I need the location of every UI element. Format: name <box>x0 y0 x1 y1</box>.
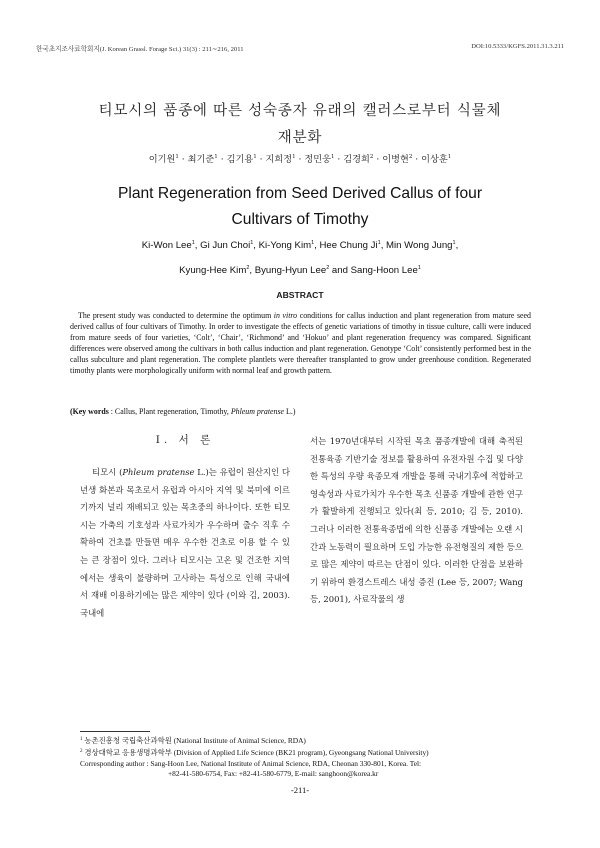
author-separator: · <box>412 154 422 165</box>
section-heading-introduction: Ⅰ. 서 론 <box>155 434 215 446</box>
author-name: Gi Jun Choi <box>200 240 251 251</box>
footnote-affiliation-2 <box>80 747 535 759</box>
english-author-line1 <box>50 232 550 257</box>
author-separator: , <box>249 265 255 276</box>
abstract-text-part: The present study was conducted to determine the optimum <box>78 311 274 320</box>
korean-title-line1: 티모시의 품종에 따른 성숙종자 유래의 캘러스로부터 식물체 <box>98 103 502 119</box>
author-separator: , <box>253 240 259 251</box>
abstract-text <box>70 311 531 376</box>
author-separator: · <box>256 154 266 165</box>
korean-title-line2: 재분화 <box>277 130 323 146</box>
footnote-divider <box>80 731 150 732</box>
english-author-line2 <box>50 257 550 282</box>
affiliation-marker: 1 <box>175 154 179 160</box>
author-name: 지희정 <box>265 154 293 165</box>
author-separator: · <box>334 154 344 165</box>
author-name: Ki-Yong Kim <box>258 240 312 251</box>
intro-text-part: 티모시 ( <box>92 467 123 477</box>
footnote-marker: 1 <box>80 737 83 742</box>
author-name: 이상훈 <box>421 154 448 165</box>
keywords-end: L.) <box>284 407 296 416</box>
author-name: Sang-Hoon Lee <box>350 265 418 276</box>
author-separator: , <box>380 240 387 251</box>
keywords-list: : Callus, Plant regeneration, Timothy, <box>108 407 231 416</box>
author-name: 이기원 <box>148 154 176 165</box>
author-separator: · <box>295 154 305 165</box>
affiliation-marker: 2 <box>369 154 374 160</box>
author-name: 이병현 <box>382 154 409 165</box>
affiliation-marker: 1 <box>311 240 315 246</box>
footnote-text: 경상대학교 응용생명과학부 (Division of Applied Life Science (BK21 program), Gyeongsang National University) <box>82 747 429 757</box>
english-title-line2: Cultivars of Timothy <box>231 211 369 228</box>
affiliation-marker: 1 <box>292 154 296 160</box>
affiliation-marker: 1 <box>377 240 381 246</box>
author-separator: , <box>455 240 459 251</box>
affiliation-marker: 1 <box>452 240 456 246</box>
intro-paragraph <box>80 464 290 622</box>
author-name: Kyung-Hee Kim <box>179 265 247 276</box>
english-title <box>60 181 540 233</box>
intro-paragraph-continued: 서는 1970년대부터 시작된 목초 품종개발에 대해 축적된 전통육종 기반기술 정보를 활용하여 유전자원 수집 및 다양한 특성의 우량 육종모재 개발을 통해 국내기후에 적합하고 영속성과 사료가치가 우수한 목초 신품종 개발에 관한 연구가 활발하게 진행되고 있다(최 등, 2010; 김 등, 2010). 그러나 이러한 전통육종법에 의한 신품종 개발에는 오랜 시간과 노동력이 필요하며 도입 가능한 유전형질의 제한 등으로 많은 제약이 따르는 단점이 있다. 이러한 단점을 보완하기 위하여 환경스트레스 내성 증진 (Lee 등, 2007; Wang 등, 2001), 사료작물의 생 <box>310 436 523 605</box>
korean-title <box>60 98 540 152</box>
author-separator: , <box>314 240 320 251</box>
abstract-heading: ABSTRACT <box>276 290 324 300</box>
author-separator: · <box>373 154 383 165</box>
author-separator: · <box>217 154 227 165</box>
body-column-left <box>80 430 290 622</box>
affiliation-marker: 1 <box>191 240 195 246</box>
affiliation-marker: 1 <box>214 154 218 160</box>
intro-text-part: L.)는 유럽이 원산지인 다년생 화본과 목초로서 유럽과 아시아 지역 및 북미에 이르기까지 널리 재배되고 있는 목초중의 하나이다. 또한 티모시는 가축의 기호성과 사료가치가 우수하며 출수 직후 수확하여 건초를 만들면 매우 우수한 건초로 이용 할 수 있는 큰 장점이 있다. 그러나 티모시는 고온 및 건조한 지역에서는 생육이 불량하며 고사하는 특성으로 인해 국내에서 재배 이용하기에는 많은 제약이 있다 (이와 김, 2003). 국내에 <box>80 467 290 618</box>
affiliation-marker: 1 <box>250 240 254 246</box>
author-name: 김기용 <box>226 154 254 165</box>
abstract-text-part: conditions for callus induction and plant regeneration from mature seed derived callus of four cultivars of Timothy. In order to investigate the effects of genetic variations of timothy in tissue culture, calli were induced from mature seeds of four varieties, ‘Colt’, ‘Chair’, ‘Richmond’ and ‘Hokuo’ and plant regeneration frequency was compared. Significant differences were observed among the cultivars in both callus induction and plant regeneration. Genotype ‘Colt’ consistently performed best in the callus subculture and plant regeneration. The complete plantlets were thereafter transplanted to grow under greenhouse condition. Regenerated timothy plants were morphologically uniform with normal leaf and growth pattern. <box>70 311 531 375</box>
english-title-line1: Plant Regeneration from Seed Derived Callus of four <box>117 185 483 202</box>
keywords <box>70 407 531 416</box>
author-name: Byung-Hyun Lee <box>254 265 327 276</box>
author-name: 최기준 <box>187 154 215 165</box>
body-column-right <box>310 433 523 609</box>
english-author-list <box>50 232 550 282</box>
species-name: Phleum pratense <box>122 467 195 477</box>
author-name: 김경희 <box>343 154 370 165</box>
footnotes <box>80 735 535 780</box>
author-name: Min Wong Jung <box>386 240 453 251</box>
author-separator: and <box>329 265 351 276</box>
author-separator: · <box>178 154 188 165</box>
affiliation-marker: 2 <box>326 265 330 271</box>
corresponding-author-contact: +82-41-580-6754, Fax: +82-41-580-6779, E-mail: sanghoon@korea.kr <box>168 769 379 779</box>
footnote-marker: 2 <box>80 748 83 754</box>
keywords-italic-term: Phleum pratense <box>230 407 285 416</box>
abstract-italic-term: in vitro <box>273 311 298 320</box>
affiliation-marker: 1 <box>253 154 257 160</box>
affiliation-marker: 2 <box>246 265 250 271</box>
author-name: 정민웅 <box>304 154 332 165</box>
corresponding-author: Corresponding author : Sang-Hoon Lee, National Institute of Animal Science, RDA, Cheonan 330-801, Korea. Tel: <box>80 758 422 768</box>
korean-author-list <box>60 151 540 165</box>
affiliation-marker: 2 <box>408 154 413 160</box>
doi: DOI:10.5333/KGFS.2011.31.3.211 <box>471 43 564 50</box>
footnote-affiliation-1 <box>80 735 535 747</box>
affiliation-marker: 1 <box>331 154 335 160</box>
footnote-text: 농촌진흥청 국립축산과학원 (National Institute of Animal Science, RDA) <box>82 736 306 745</box>
author-name: Hee Chung Ji <box>319 240 378 251</box>
author-name: Ki-Won Lee <box>141 240 192 251</box>
keywords-label: (Key words <box>70 407 109 416</box>
journal-citation: 한국초지조사료학회지(J. Korean Grassl. Forage Sci.) 31(3) : 211∼216, 2011 <box>36 46 244 53</box>
author-separator: , <box>194 240 201 251</box>
affiliation-marker: 1 <box>447 154 452 160</box>
page-number: -211- <box>290 785 310 795</box>
affiliation-marker: 1 <box>417 265 421 271</box>
